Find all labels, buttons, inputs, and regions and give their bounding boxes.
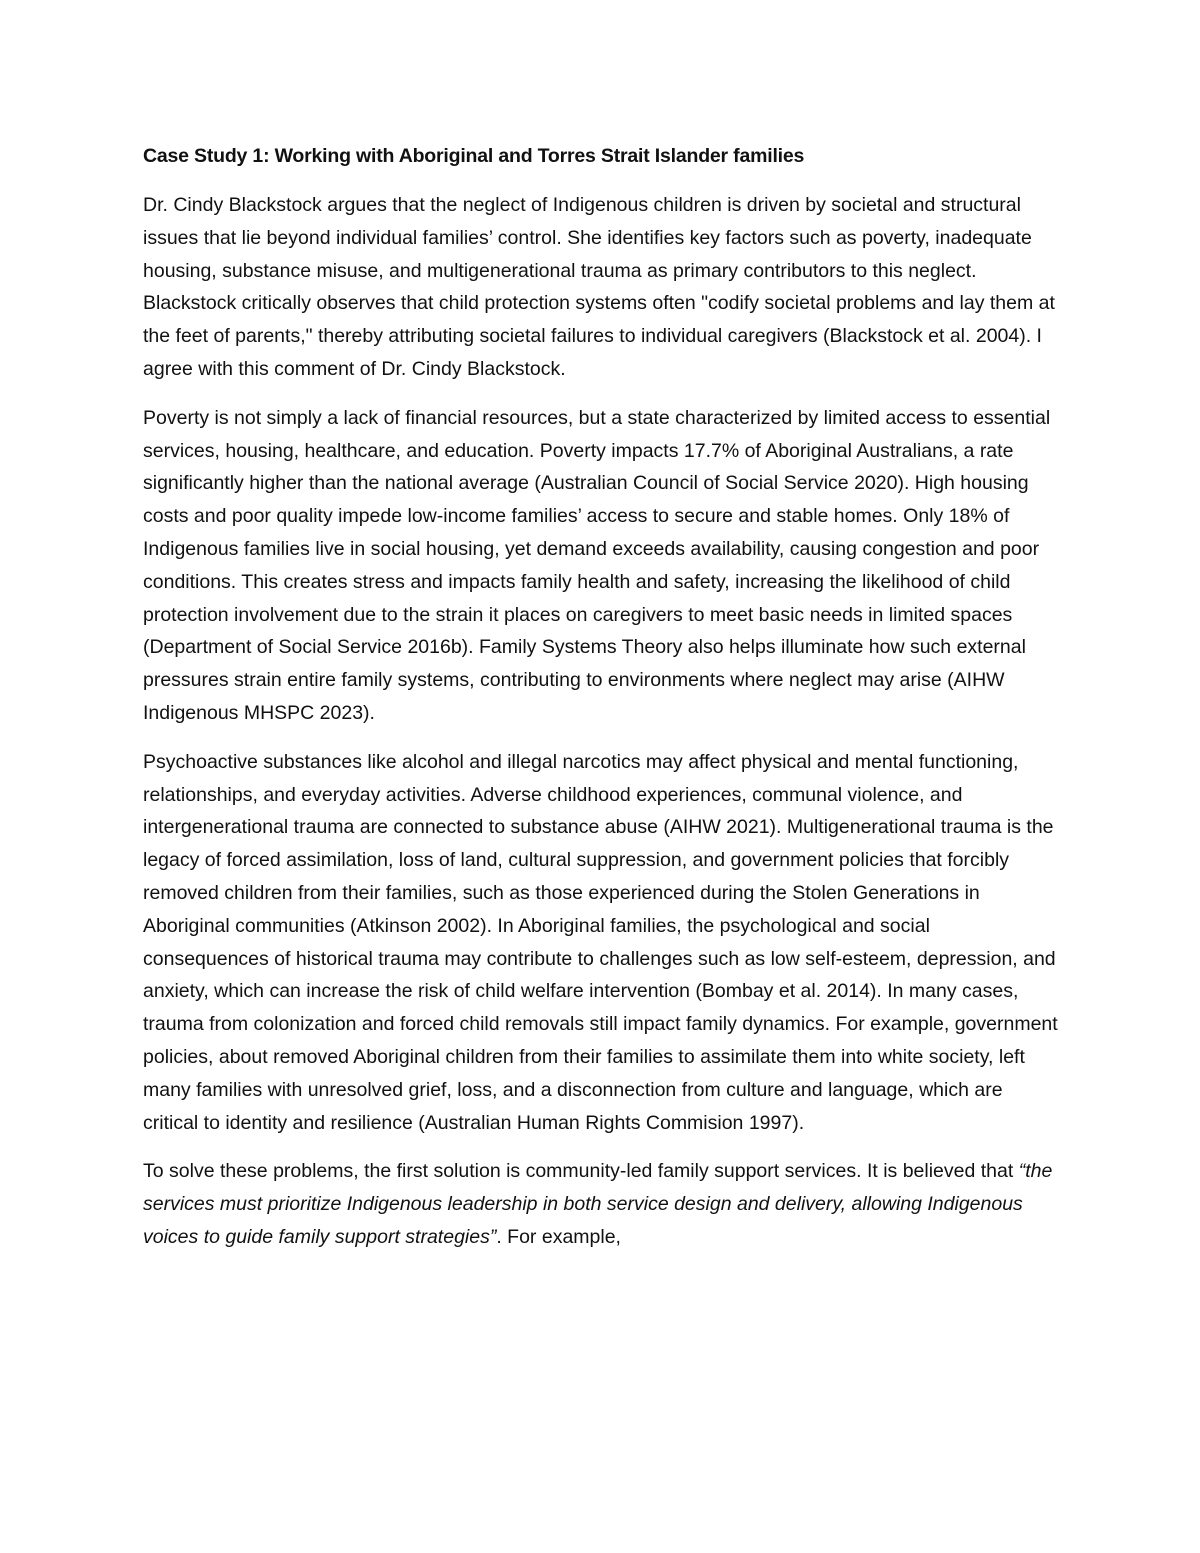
paragraph-blackstock-argument: Dr. Cindy Blackstock argues that the neglect of Indigenous children is driven by societal and structural issues that lie beyond individual families’ control. She identifies key factors such as poverty, inadequate housing, substance misuse, and multigenerational trauma as primary contributors to this neglect. Blackstock critically observes that child protection systems often "codify societal problems and lay them at the feet of parents," thereby attributing societal failures to individual caregivers (Blackstock et al. 2004). I agree with this comment of Dr. Cindy Blackstock. <box>143 194 1055 380</box>
paragraph-poverty-housing: Poverty is not simply a lack of financial resources, but a state characterized by limited access to essential services, housing, healthcare, and education. Poverty impacts 17.7% of Aboriginal Australians, a rate significantly higher than the national average (Australian Council of Social Service 2020). High housing costs and poor quality impede low-income families’ access to secure and stable homes. Only 18% of Indigenous families live in social housing, yet demand exceeds availability, causing congestion and poor conditions. This creates stress and impacts family health and safety, increasing the likelihood of child protection involvement due to the strain it places on caregivers to meet basic needs in limited spaces (Department of Social Service 2016b). Family Systems Theory also helps illuminate how such external pressures strain entire family systems, contributing to environments where neglect may arise (AIHW Indigenous MHSPC 2023). <box>143 406 1051 724</box>
paragraph-solutions <box>143 1155 1058 1253</box>
document-body <box>143 139 1058 1270</box>
document-title: Case Study 1: Working with Aboriginal and Torres Strait Islander families <box>143 145 805 167</box>
solutions-tail-text: . For example, <box>496 1225 621 1248</box>
solutions-quote: “the services must prioritize Indigenous leadership in both service design and delivery, allowing Indigenous voices to guide family support strategies” <box>143 1160 1053 1248</box>
paragraph-substances-trauma: Psychoactive substances like alcohol and illegal narcotics may affect physical and mental functioning, relationships, and everyday activities. Adverse childhood experiences, communal violence, and intergenerational trauma are connected to substance abuse (AIHW 2021). Multigenerational trauma is the legacy of forced assimilation, loss of land, cultural suppression, and government policies that forcibly removed children from their families, such as those experienced during the Stolen Generations in Aboriginal communities (Atkinson 2002). In Aboriginal families, the psychological and social consequences of historical trauma may contribute to challenges such as low self-esteem, depression, and anxiety, which can increase the risk of child welfare intervention (Bombay et al. 2014). In many cases, trauma from colonization and forced child removals still impact family dynamics. For example, government policies, about removed Aboriginal children from their families to assimilate them into white society, left many families with unresolved grief, loss, and a disconnection from culture and language, which are critical to identity and resilience (Australian Human Rights Commision 1997). <box>143 750 1058 1134</box>
solutions-lead-text: To solve these problems, the first solution is community-led family support services. It is believed that <box>143 1160 1019 1183</box>
